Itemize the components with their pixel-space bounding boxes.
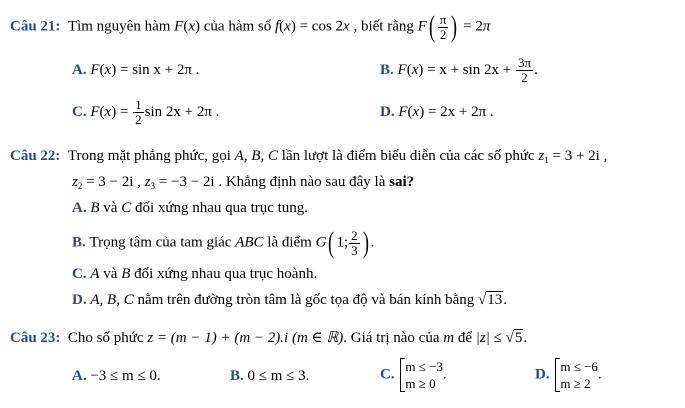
q23-option-d[interactable]: D. m ≤ −6 m ≥ 2 . [535, 359, 602, 391]
q23-stem: Câu 23: Cho số phức z = (m − 1) + (m − 2).i (m ∈ ℝ). Giá trị nào của m để |z| ≤ √5. [10, 330, 528, 346]
q23-option-a[interactable]: A. −3 ≤ m ≤ 0. [72, 368, 161, 384]
q22-option-a[interactable]: A. B và C đối xứng nhau qua trục tung. [72, 200, 309, 216]
q22-option-d[interactable]: D. A, B, C nằm trên đường tròn tâm là gốc tọa độ và bán kính bằng √13. [72, 292, 507, 308]
q21-option-c[interactable]: C. F(x) = $\frac{1}{2}$ sin 2x + 2π . [72, 97, 220, 127]
q21-option-a[interactable]: A. F(x) = sin x + 2π . [72, 62, 200, 78]
q23-option-c[interactable]: C. m ≤ −3 m ≥ 0 . [380, 359, 447, 391]
q21-stem: Câu 21: Tìm nguyên hàm F(x) của hàm số f(x) = cos 2x , biết rằng F( $\frac{\pi}{2}$ ) = 2π [10, 10, 491, 43]
q21-option-d[interactable]: D. F(x) = 2x + 2π . [380, 104, 494, 120]
q22-stem: Câu 22: Trong mặt phẳng phức, gọi A, B, C lần lượt là điểm biểu diễn của các số phức $z_1 = 3 + 2i$ , [10, 148, 608, 165]
q23-label: Câu 23: [10, 330, 61, 346]
q21-label: Câu 21: [10, 18, 61, 35]
q22-stem-cont: $z_2 = 3 - 2i$ , $z_3 = -3 - 2i$ . Khẳng định nào sau đây là sai? [72, 174, 415, 191]
q22-option-c[interactable]: C. A và B đối xứng nhau qua trục hoành. [72, 266, 318, 282]
q21-option-b[interactable]: B. F(x) = x + sin 2x + $\frac{3\pi}{2}$ . [380, 55, 538, 85]
q22-option-b[interactable]: B. Trọng tâm của tam giác ABC là điểm G( 1; $\frac{2}{3}$ ) . [72, 226, 375, 259]
q23-option-b[interactable]: B. 0 ≤ m ≤ 3. [230, 368, 310, 384]
q22-label: Câu 22: [10, 148, 61, 164]
